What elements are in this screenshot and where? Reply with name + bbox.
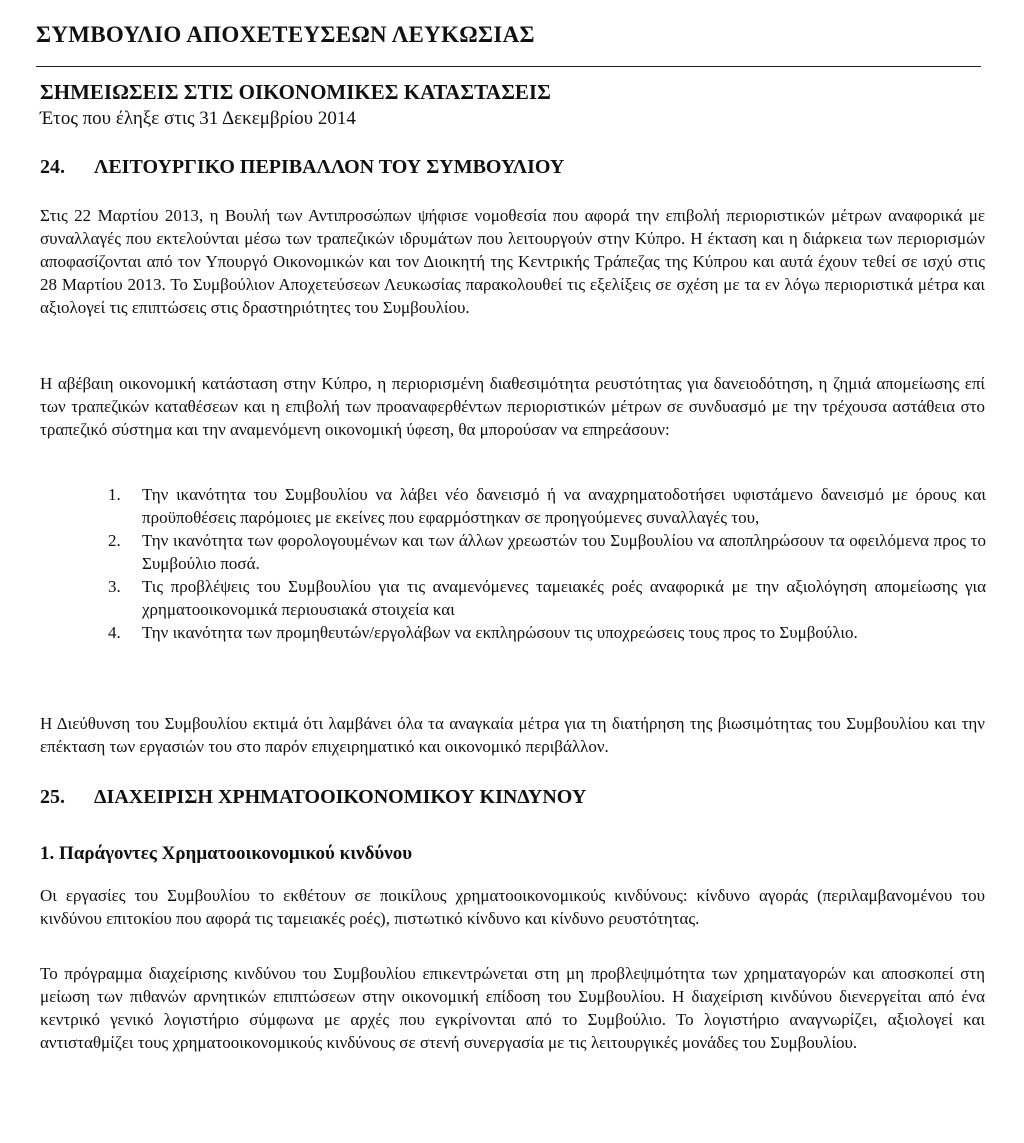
risk-factors-subheading: 1. Παράγοντες Χρηματοοικονομικού κινδύνου (40, 843, 413, 864)
list-text: Την ικανότητα του Συμβουλίου να λάβει νέο δανεισμό ή να αναχρηματοδοτήσει υφιστάμενο δανεισμό με όρους και προϋποθέσεις παρόμοιες με εκείνες που εφαρμόστηκαν σε προηγούμενες συναλλαγές του, (142, 485, 986, 527)
section-25-paragraph-2: Το πρόγραμμα διαχείρισης κινδύνου του Συμβουλίου επικεντρώνεται στη μη προβλεψιμότητα των χρηματαγορών και αποσκοπεί στη μείωση των πιθανών αρνητικών επιπτώσεων στην οικονομική επίδοση του Συμβουλίου. Η διαχείριση κινδύνου διενεργείται από ένα κεντρικό γενικό λογιστήριο σύμφωνα με αρχές που εγκρίνονται από το Συμβούλιο. Το λογιστήριο αναγνωρίζει, αξιολογεί και αντισταθμίζει τους χρηματοοικονομικούς κινδύνους σε στενή συνεργασία με τις λειτουργικές μονάδες του Συμβουλίου. (40, 964, 985, 1052)
list-text: Τις προβλέψεις του Συμβουλίου για τις αναμενόμενες ταμειακές ροές αναφορικά με την αξιολόγηση απομείωσης για χρηματοοικονομικά περιουσιακά στοιχεία και (142, 577, 986, 619)
header-rule (36, 66, 981, 67)
list-item (108, 529, 986, 575)
section-24-paragraph-1: Στις 22 Μαρτίου 2013, η Βουλή των Αντιπροσώπων ψήφισε νομοθεσία που αφορά την επιβολή περιοριστικών μέτρων αναφορικά με συναλλαγές που εκτελούνται μέσω των τραπεζικών ιδρυμάτων που λειτουργούν στην Κύπρο. Η έκταση και η διάρκεια των περιορισμών αποφασίζονται από τον Υπουργό Οικονομικών και τον Διοικητή της Κεντρικής Τράπεζας της Κύπρου και αυτά έχουν τεθεί σε ισχύ στις 28 Μαρτίου 2013. Το Συμβούλιον Αποχετεύσεων Λευκωσίας παρακολουθεί τις εξελίξεις σε σχέση με τα εν λόγω περιοριστικά μέτρα και αξιολογεί τις επιπτώσεις στις δραστηριότητες του Συμβουλίου. (40, 206, 985, 317)
list-item (108, 483, 986, 529)
section-24-title: ΛΕΙΤΟΥΡΓΙΚΟ ΠΕΡΙΒΑΛΛΟΝ ΤΟΥ ΣΥΜΒΟΥΛΙΟΥ (94, 156, 565, 178)
impact-list (108, 483, 986, 644)
list-text: Την ικανότητα των προμηθευτών/εργολάβων να εκπληρώσουν τις υποχρεώσεις τους προς το Συμβούλιο. (142, 623, 858, 642)
list-marker: 3. (108, 577, 121, 596)
section-24-paragraph-2: Η αβέβαιη οικονομική κατάσταση στην Κύπρο, η περιορισμένη διαθεσιμότητα ρευστότητας για δανειοδότηση, η ζημιά απομείωσης επί των τραπεζικών καταθέσεων και η επιβολή των προαναφερθέντων περιοριστικών μέτρων σε συνδυασμό με την τρέχουσα αστάθεια στο τραπεζικό σύστημα και την αναμενόμενη οικονομική ύφεση, θα μπορούσαν να επηρεάσουν: (40, 374, 985, 439)
document-subtitle: ΣΗΜΕΙΩΣΕΙΣ ΣΤΙΣ ΟΙΚΟΝΟΜΙΚΕΣ ΚΑΤΑΣΤΑΣΕΙΣ (40, 80, 551, 104)
list-marker: 4. (108, 623, 121, 642)
section-25-number: 25. (40, 786, 65, 808)
list-marker: 1. (108, 485, 121, 504)
list-marker: 2. (108, 531, 121, 550)
section-24-heading (40, 156, 564, 179)
list-item (108, 575, 986, 621)
organization-title: ΣΥΜΒΟΥΛΙΟ ΑΠΟΧΕΤΕΥΣΕΩΝ ΛΕΥΚΩΣΙΑΣ (36, 22, 535, 47)
list-text: Την ικανότητα των φορολογουμένων και των άλλων χρεωστών του Συμβουλίου να αποπληρώσουν τα οφειλόμενα προς το Συμβούλιο ποσά. (142, 531, 986, 573)
section-25-title: ΔΙΑΧΕΙΡΙΣΗ ΧΡΗΜΑΤΟΟΙΚΟΝΟΜΙΚΟΥ ΚΙΝΔΥΝΟΥ (94, 786, 587, 808)
reporting-period: Έτος που έληξε στις 31 Δεκεμβρίου 2014 (40, 108, 356, 129)
section-24-paragraph-3: Η Διεύθυνση του Συμβουλίου εκτιμά ότι λαμβάνει όλα τα αναγκαία μέτρα για τη διατήρηση της βιωσιμότητας του Συμβουλίου και την επέκταση των εργασιών του στο παρόν επιχειρηματικό και οικονομικό περιβάλλον. (40, 714, 985, 756)
list-item (108, 621, 986, 644)
section-24-number: 24. (40, 156, 65, 178)
section-25-heading (40, 786, 586, 809)
section-25-paragraph-1: Οι εργασίες του Συμβουλίου το εκθέτουν σε ποικίλους χρηματοοικονομικούς κινδύνους: κίνδυνο αγοράς (περιλαμβανομένου του κινδύνου επιτοκίου που αφορά τις ταμειακές ροές), πιστωτικό κίνδυνο και κίνδυνο ρευστότητας. (40, 886, 985, 928)
